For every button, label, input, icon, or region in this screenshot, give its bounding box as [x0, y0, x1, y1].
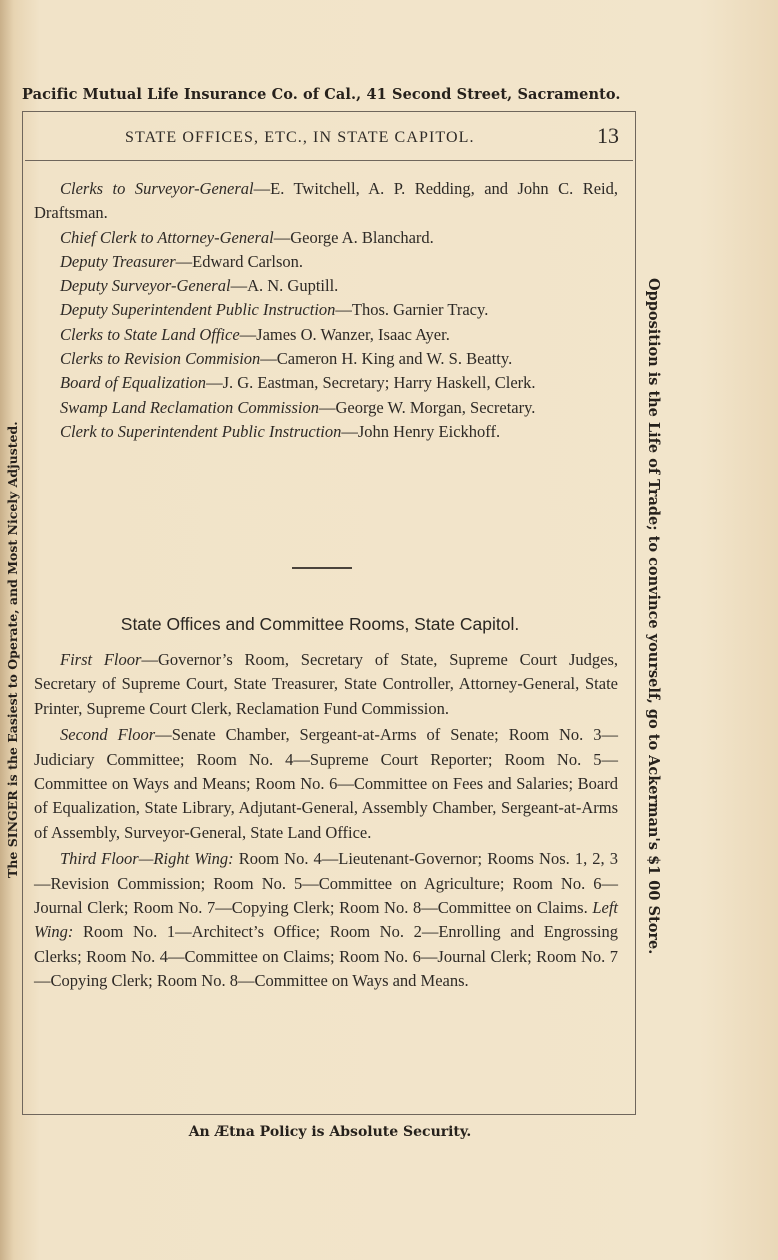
- floor-title: Second Floor: [60, 725, 156, 745]
- top-advertisement: Pacific Mutual Life Insurance Co. of Cal., 41 Second Street, Sacramento.: [22, 86, 621, 103]
- page-number: 13: [597, 123, 619, 148]
- floor-second: [34, 723, 618, 845]
- entry-text: —Edward Carlson.: [175, 251, 304, 271]
- bottom-advertisement: An Ætna Policy is Absolute Security.: [188, 1124, 472, 1140]
- entry-text: —E. Twitchell, A. P. Redding, and John C. Reid, Draftsman.: [34, 179, 618, 223]
- section-divider: [292, 567, 352, 569]
- floor-title: Third Floor—Right Wing:: [60, 849, 234, 869]
- right-margin-advertisement: Opposition is the Life of Trade; to convince yourself, go to Ackerman's $1 00 Store.: [645, 277, 662, 955]
- entry-title: Clerks to Surveyor-General: [60, 179, 254, 198]
- entry: [34, 347, 618, 371]
- floor-text: —Governor’s Room, Secretary of State, Supreme Court Judges, Secretary of Supreme Court, State Treasurer, State Controller, Attorney-General, State Printer, Supreme Court Clerk, Reclamation Fund Commission.: [34, 650, 618, 718]
- entry: [34, 323, 618, 347]
- section-title: State Offices and Committee Rooms, State Capitol.: [120, 614, 520, 634]
- entry-title: Chief Clerk to Attorney-General: [60, 227, 274, 247]
- entry-text: —J. G. Eastman, Secretary; Harry Haskell, Clerk.: [206, 373, 536, 393]
- entry-text: —George A. Blanchard.: [273, 227, 434, 247]
- running-header: [25, 124, 633, 161]
- entry: [34, 250, 618, 274]
- entry-text: —A. N. Guptill.: [230, 276, 339, 296]
- entry: [34, 371, 618, 395]
- entry-text: —Thos. Garnier Tracy.: [335, 300, 489, 320]
- entry-text: —George W. Morgan, Secretary.: [318, 397, 536, 417]
- entry-title: Clerks to Revision Commision: [60, 349, 261, 369]
- entry-title: Deputy Treasurer: [60, 251, 176, 271]
- entry: [34, 420, 618, 444]
- header-title: STATE OFFICES, ETC., IN STATE CAPITOL.: [125, 129, 475, 146]
- left-wing-title: Left Wing:: [34, 898, 618, 942]
- floor-text: Room No. 4—Lieutenant-Governor; Rooms Nos. 1, 2, 3—Revision Commission; Room No. 5—Committee on Agriculture; Room No. 6—Journal Clerk; Room No. 7—Copying Clerk; Room No. 8—Committee on Claims.: [34, 849, 618, 918]
- entry-title: Deputy Superintendent Public Instruction: [60, 300, 336, 320]
- floor-text: Room No. 1—Architect’s Office; Room No. 2—Enrolling and Engrossing Clerks; Room No. 4—Committee on Claims; Room No. 6—Journal Clerk; Room No. 7—Copying Clerk; Room No. 8—Committee on Ways and Means.: [34, 922, 618, 991]
- floor-text: —Senate Chamber, Sergeant-at-Arms of Senate; Room No. 3—Judiciary Committee; Room No. 4—Supreme Court Reporter; Room No. 5—Committee on Ways and Means; Room No. 6—Committee on Fees and Salaries; Board of Equalization, State Library, Adjutant-General, Assembly Chamber, Sergeant-at-Arms of Assembly, Surveyor-General, State Land Office.: [34, 725, 619, 842]
- entry-text: —James O. Wanzer, Isaac Ayer.: [239, 324, 450, 344]
- entry-text: —John Henry Eickhoff.: [341, 421, 501, 441]
- entry-text: —Cameron H. King and W. S. Beatty.: [260, 349, 513, 369]
- left-margin-advertisement: The SINGER is the Easiest to Operate, and Most Nicely Adjusted.: [5, 421, 20, 879]
- entry: [34, 226, 618, 250]
- entry: [34, 274, 618, 298]
- entry: [34, 396, 618, 420]
- floors-list: [34, 648, 618, 996]
- entry: [34, 177, 618, 226]
- clerks-list: [34, 177, 618, 444]
- floor-title: First Floor: [60, 650, 142, 669]
- entry-title: Clerks to State Land Office: [60, 324, 240, 344]
- floor-third: [34, 847, 618, 993]
- entry-title: Clerk to Superintendent Public Instruction: [60, 421, 342, 441]
- entry: [34, 298, 618, 322]
- entry-title: Board of Equalization: [60, 373, 207, 393]
- floor-first: [34, 648, 618, 721]
- entry-title: Deputy Surveyor-General: [60, 276, 231, 296]
- entry-title: Swamp Land Reclamation Commission: [60, 397, 319, 417]
